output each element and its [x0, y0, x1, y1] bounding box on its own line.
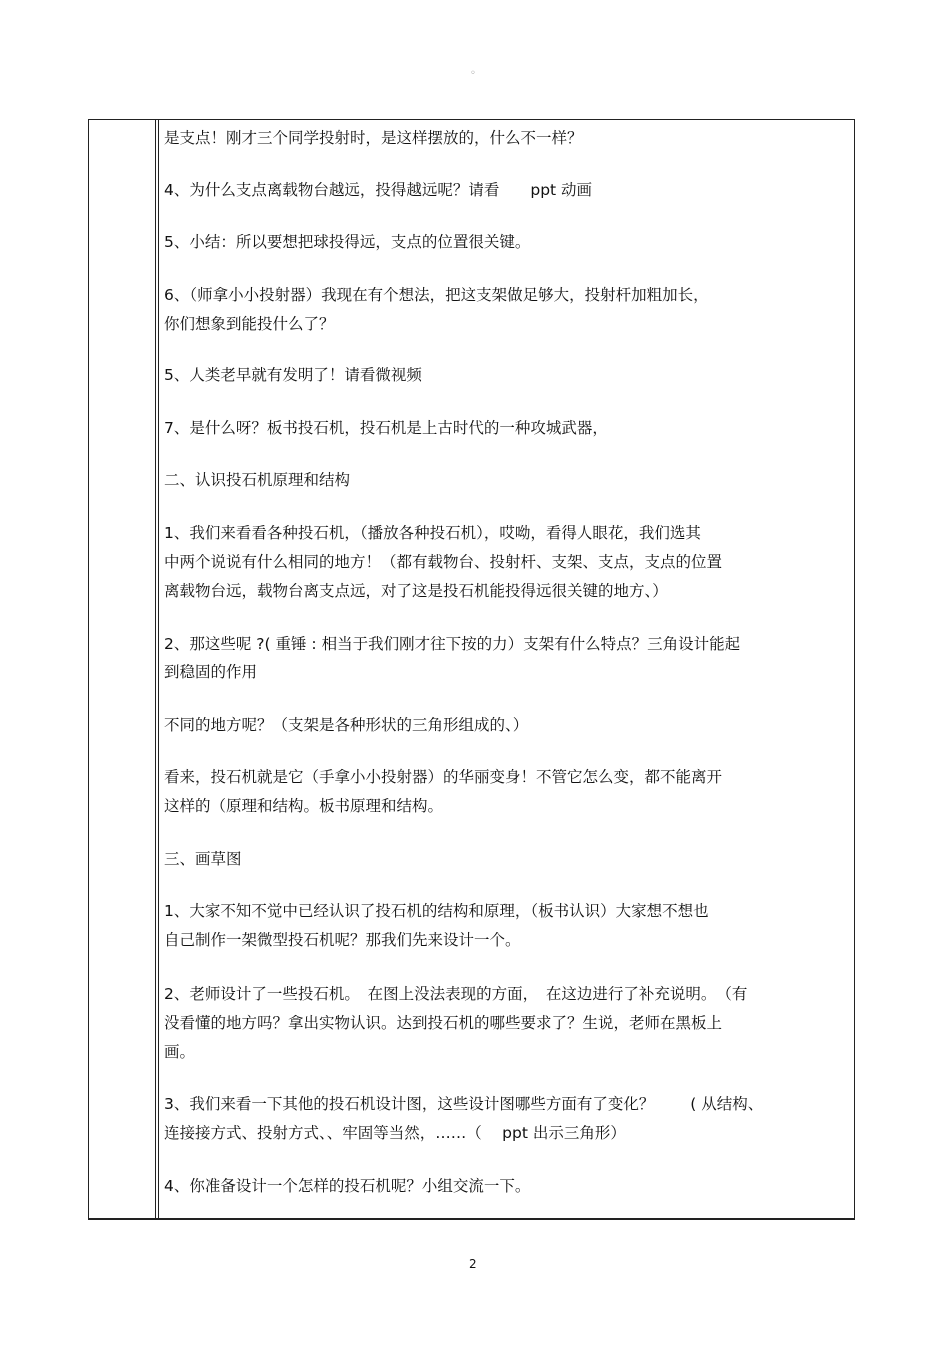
text-line: 4、你准备设计一个怎样的投石机呢？小组交流一下。	[164, 1177, 531, 1195]
section-heading: 三、画草图	[164, 850, 242, 868]
text-line: 这样的（原理和结构。板书原理和结构。	[164, 797, 444, 815]
text-line: 3、我们来看一下其他的投石机设计图，这些设计图哪些方面有了变化？ ( 从结构、	[164, 1095, 764, 1113]
section-heading: 二、认识投石机原理和结构	[164, 471, 351, 489]
text-line: 不同的地方呢？（支架是各种形状的三角形组成的、）	[164, 716, 529, 734]
text-line: 是支点！刚才三个同学投射时，是这样摆放的，什么不一样？	[164, 129, 583, 147]
text-line: 你们想象到能投什么了？	[164, 315, 335, 333]
text-line: 没看懂的地方吗？拿出实物认识。达到投石机的哪些要求了？生说，老师在黑板上	[164, 1014, 723, 1032]
text-line: 5、人类老早就有发明了！请看微视频	[164, 366, 422, 384]
text-line: 4、为什么支点离载物台越远，投得越远呢？请看 ppt 动画	[164, 181, 593, 199]
lesson-table	[88, 119, 855, 1220]
text-line: 看来，投石机就是它（手拿小小投射器）的华丽变身！不管它怎么变，都不能离开	[164, 768, 723, 786]
text-line: 离载物台远，载物台离支点远，对了这是投石机能投得远很关键的地方、）	[164, 582, 668, 600]
text-line: 画。	[164, 1043, 196, 1061]
text-line: 2、那这些呢 ?( 重锤 : 相当于我们刚才往下按的力）支架有什么特点？三角设计能起	[164, 635, 741, 653]
text-line: 到稳固的作用	[164, 663, 258, 681]
text-line: 连接接方式、投射方式、、牢固等当然，……（ ppt 出示三角形）	[164, 1124, 626, 1142]
text-line: 1、大家不知不觉中已经认识了投石机的结构和原理，（板书认识）大家想不想也	[164, 902, 709, 920]
text-line: 中两个说说有什么相同的地方！（都有载物台、投射杆、支架、支点，支点的位置	[164, 553, 723, 571]
text-line: 5、小结：所以要想把球投得远，支点的位置很关键。	[164, 233, 531, 251]
text-line: 1、我们来看看各种投石机，（播放各种投石机），哎呦，看得人眼花，我们选其	[164, 524, 701, 542]
header-mark: ◦	[470, 68, 476, 79]
text-line: 自己制作一架微型投石机呢？那我们先来设计一个。	[164, 931, 521, 949]
text-line: 7、是什么呀？板书投石机，投石机是上古时代的一种攻城武器，	[164, 419, 608, 437]
page-number: 2	[469, 1257, 477, 1271]
text-line: 6、（师拿小小投射器）我现在有个想法，把这支架做足够大，投射杆加粗加长，	[164, 286, 709, 304]
text-line: 2、老师设计了一些投石机。 在图上没法表现的方面， 在这边进行了补充说明。 （有	[164, 985, 748, 1003]
label-column	[89, 120, 156, 1218]
